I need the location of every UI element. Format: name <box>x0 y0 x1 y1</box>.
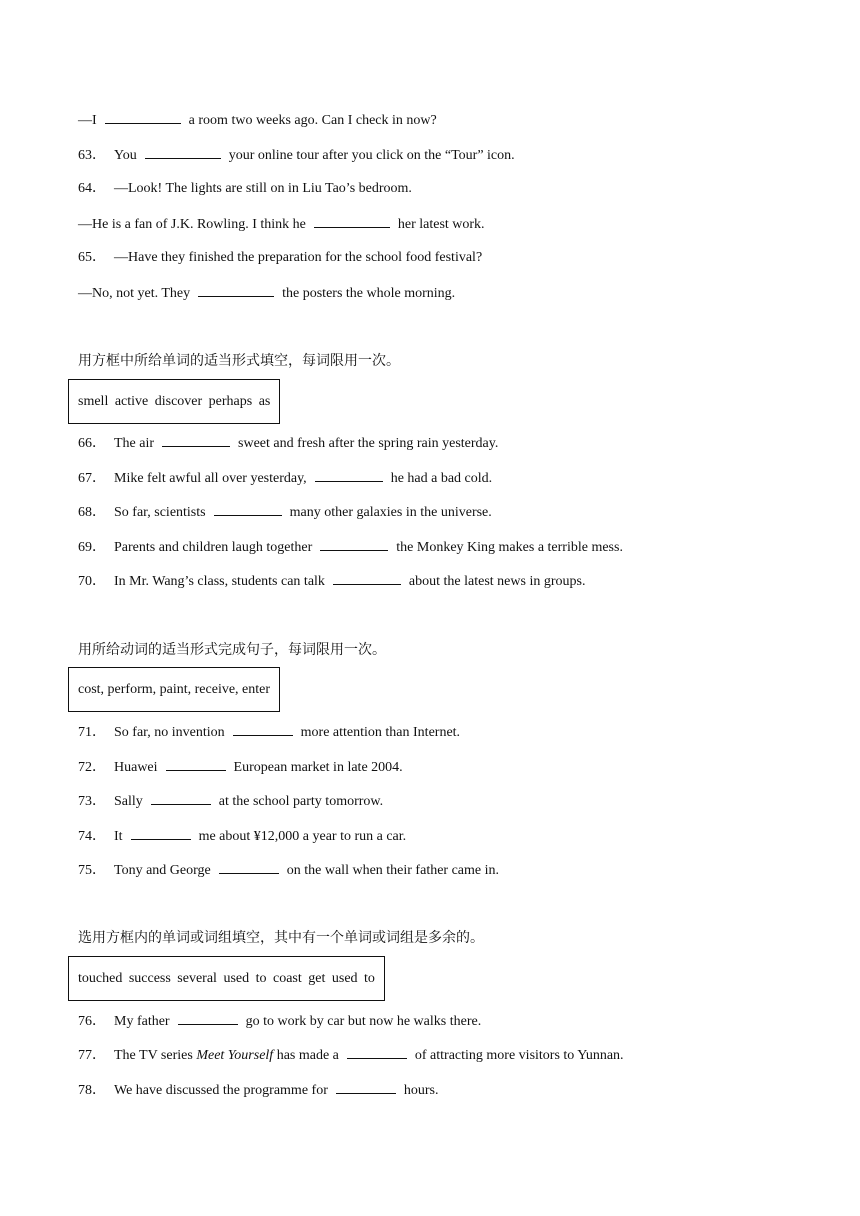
q62-blank[interactable] <box>105 111 181 124</box>
q72-number: 72． <box>78 760 106 775</box>
q76-text-after: go to work by car but now he walks there. <box>245 1014 482 1029</box>
q66-number: 66． <box>78 436 106 451</box>
q65-text-after: the posters the whole morning. <box>282 286 456 301</box>
q78-text-before: We have discussed the programme for <box>114 1083 328 1098</box>
q77-text-middle: has made a <box>276 1048 339 1063</box>
q70-number: 70． <box>78 574 106 589</box>
q62-text-before: —I <box>78 113 97 128</box>
q62-text-after: a room two weeks ago. Can I check in now? <box>188 113 437 128</box>
question-63 <box>78 146 515 165</box>
question-65-line1 <box>78 249 482 267</box>
q72-text-after: European market in late 2004. <box>233 760 403 775</box>
q72-text-before: Huawei <box>114 760 158 775</box>
question-64-line1 <box>78 180 412 198</box>
question-73 <box>78 792 383 811</box>
q65-number: 65． <box>78 250 106 265</box>
q69-blank[interactable] <box>320 538 388 551</box>
q77-blank[interactable] <box>347 1046 407 1059</box>
section2-heading: 用方框中所给单词的适当形式填空，每词限用一次。 <box>78 353 400 369</box>
question-66 <box>78 434 498 453</box>
q70-text-after: about the latest news in groups. <box>408 574 586 589</box>
q68-blank[interactable] <box>214 503 282 516</box>
q66-blank[interactable] <box>162 434 230 447</box>
q64-text-before: —He is a fan of J.K. Rowling. I think he <box>78 217 306 232</box>
q75-text-after: on the wall when their father came in. <box>286 863 499 878</box>
q75-blank[interactable] <box>219 861 279 874</box>
q73-blank[interactable] <box>151 792 211 805</box>
q76-blank[interactable] <box>178 1012 238 1025</box>
question-64-line2 <box>78 215 485 234</box>
q67-text-after: he had a bad cold. <box>390 471 493 486</box>
q78-blank[interactable] <box>336 1081 396 1094</box>
q64-blank[interactable] <box>314 215 390 228</box>
question-75 <box>78 861 499 880</box>
q67-number: 67． <box>78 471 106 486</box>
q62-answer-line <box>78 111 437 130</box>
q63-blank[interactable] <box>145 146 221 159</box>
q78-number: 78． <box>78 1083 106 1098</box>
q77-tv-title: Meet Yourself <box>196 1048 274 1063</box>
q66-text-before: The air <box>114 436 155 451</box>
q78-text-after: hours. <box>403 1083 439 1098</box>
q69-text-after: the Monkey King makes a terrible mess. <box>396 540 623 555</box>
q73-text-before: Sally <box>114 794 143 809</box>
q76-number: 76． <box>78 1014 106 1029</box>
q65-text-before: —No, not yet. They <box>78 286 191 301</box>
q69-number: 69． <box>78 540 106 555</box>
question-72 <box>78 758 403 777</box>
question-76 <box>78 1012 481 1031</box>
section4-word-box: touched success several used to coast get used to <box>68 956 385 1001</box>
q74-blank[interactable] <box>131 827 191 840</box>
question-68 <box>78 503 492 522</box>
q65-dialogue-1: —Have they finished the preparation for the school food festival? <box>114 250 483 265</box>
q72-blank[interactable] <box>166 758 226 771</box>
q63-text-before: You <box>114 148 137 163</box>
q71-text-after: more attention than Internet. <box>300 725 461 740</box>
section4-heading: 选用方框内的单词或词组填空，其中有一个单词或词组是多余的。 <box>78 930 484 946</box>
q66-text-after: sweet and fresh after the spring rain yesterday. <box>238 436 499 451</box>
q71-blank[interactable] <box>233 723 293 736</box>
q68-text-after: many other galaxies in the universe. <box>289 505 492 520</box>
q73-number: 73． <box>78 794 106 809</box>
question-71 <box>78 723 460 742</box>
q65-blank[interactable] <box>198 284 274 297</box>
q77-text-before: The TV series <box>114 1048 193 1063</box>
q67-blank[interactable] <box>315 469 383 482</box>
q70-blank[interactable] <box>333 572 401 585</box>
q73-text-after: at the school party tomorrow. <box>218 794 384 809</box>
q71-text-before: So far, no invention <box>114 725 225 740</box>
section3-heading: 用所给动词的适当形式完成句子，每词限用一次。 <box>78 642 386 658</box>
q74-text-after: me about ¥12,000 a year to run a car. <box>198 829 407 844</box>
question-78 <box>78 1081 438 1100</box>
q69-text-before: Parents and children laugh together <box>114 540 313 555</box>
question-65-line2 <box>78 284 455 303</box>
q68-number: 68． <box>78 505 106 520</box>
q76-text-before: My father <box>114 1014 170 1029</box>
q75-text-before: Tony and George <box>114 863 211 878</box>
q67-text-before: Mike felt awful all over yesterday, <box>114 471 307 486</box>
q68-text-before: So far, scientists <box>114 505 206 520</box>
question-69 <box>78 538 623 557</box>
question-67 <box>78 469 492 488</box>
question-77 <box>78 1046 624 1065</box>
section3-word-box: cost, perform, paint, receive, enter <box>68 667 280 712</box>
q70-text-before: In Mr. Wang’s class, students can talk <box>114 574 325 589</box>
q74-text-before: It <box>114 829 123 844</box>
q74-number: 74． <box>78 829 106 844</box>
q77-number: 77． <box>78 1048 106 1063</box>
q63-text-after: your online tour after you click on the “Tour” icon. <box>228 148 515 163</box>
q64-text-after: her latest work. <box>397 217 485 232</box>
q64-dialogue-1: —Look! The lights are still on in Liu Tao’s bedroom. <box>114 181 412 196</box>
q75-number: 75． <box>78 863 106 878</box>
q64-number: 64． <box>78 181 106 196</box>
section2-word-box: smell active discover perhaps as <box>68 379 280 424</box>
question-70 <box>78 572 585 591</box>
question-74 <box>78 827 406 846</box>
q71-number: 71． <box>78 725 106 740</box>
q63-number: 63． <box>78 148 106 163</box>
q77-text-after: of attracting more visitors to Yunnan. <box>414 1048 624 1063</box>
